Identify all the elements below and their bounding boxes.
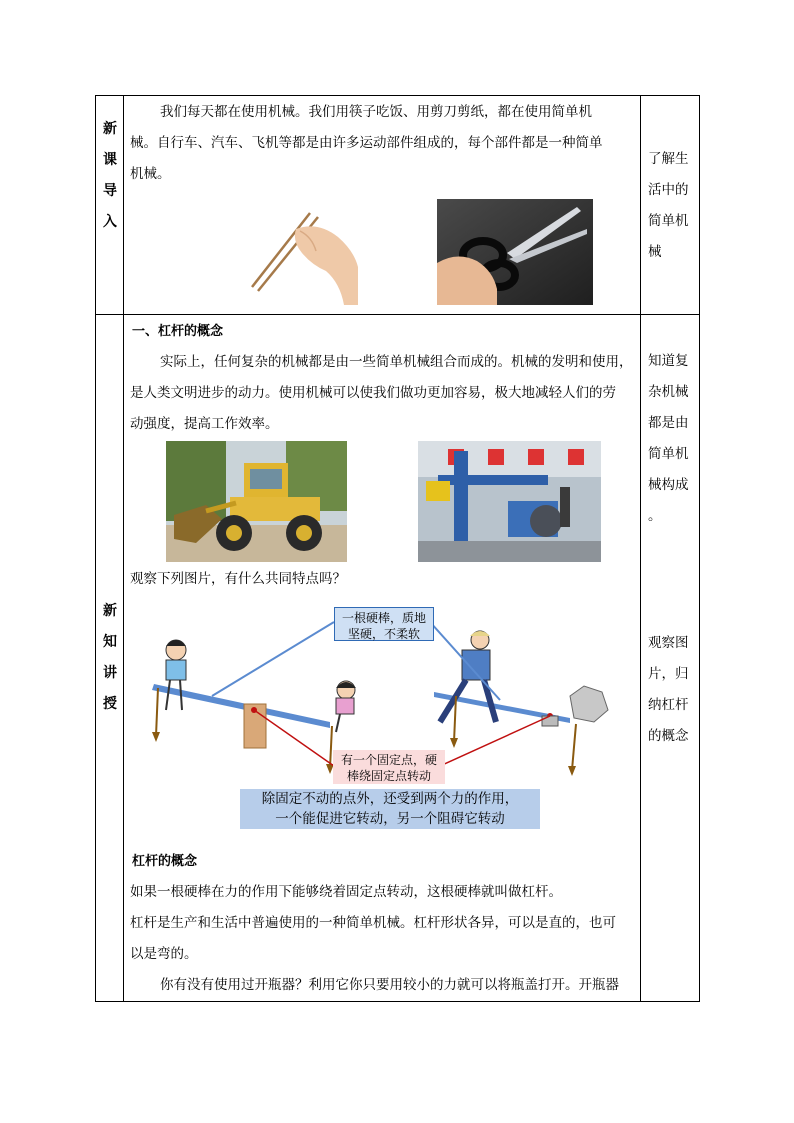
concept-description-line1: 杠杆是生产和生活中普遍使用的一种简单机械。杠杆形状各异，可以是直的，也可 [130,915,616,931]
callout-fixed-point: 有一个固定点，硬棒绕固定点转动 [333,750,445,784]
lesson-goal2-line: 纳杠杆 [648,697,689,713]
concept-description-line2: 以是弯的。 [130,946,198,962]
intro-goal-line: 了解生 [648,151,689,167]
chopsticks-photo [246,207,358,305]
lesson-goal2-line: 的概念 [648,728,689,744]
lesson-goal-2 [648,628,700,752]
intro-paragraph-line2: 械。自行车、汽车、飞机等都是由许多运动部件组成的，每个部件都是一种简单 [130,135,603,151]
intro-header-char: 课 [103,152,117,168]
lesson-goal1-line: 。 [648,508,662,524]
intro-paragraph-line3: 机械。 [130,166,171,182]
lesson-goal1-line: 简单机 [648,446,689,462]
lesson-header-char: 授 [103,696,117,712]
lesson-p1-line1: 实际上，任何复杂的机械都是由一些简单机械组合而成的。机械的发明和使用， [160,354,633,370]
intro-header-char: 入 [103,214,117,230]
lesson-header-char: 讲 [103,665,117,681]
section-title: 一、杠杆的概念 [132,324,224,339]
intro-header-char: 导 [103,183,117,199]
lesson-header-char: 知 [103,634,117,650]
lesson-goal1-line: 知道复 [648,353,689,369]
intro-goal [648,144,700,268]
table-border-top [95,95,700,96]
callout-rigid-rod: 一根硬棒，质地坚硬，不柔软 [334,607,434,641]
callout-two-forces-line1: 除固定不动的点外，还受到两个力的作用， [261,791,519,807]
lesson-header-char: 新 [103,603,117,619]
scissors-photo [437,199,593,305]
crowbar-illustration [434,631,608,726]
bottle-opener-line: 你有没有使用过开瓶器？利用它你只要用较小的力就可以将瓶盖打开。开瓶器 [160,977,619,993]
lesson-goal1-line: 杂机械 [648,384,689,400]
lesson-goal2-line: 片，归 [648,666,689,682]
intro-goal-line: 简单机 [648,213,689,229]
loader-photo [166,441,347,562]
seesaw-illustration [152,640,356,748]
intro-goal-line: 械 [648,244,662,260]
lesson-goal2-line: 观察图 [648,635,689,651]
lesson-p1-line3: 动强度，提高工作效率。 [130,416,279,432]
observe-question: 观察下列图片，有什么共同特点吗？ [130,571,346,587]
intro-goal-line: 活中的 [648,182,689,198]
callout-two-forces [240,789,540,829]
concept-title: 杠杆的概念 [132,854,198,869]
column-divider-2 [640,95,641,1002]
lesson-p1-line2: 是人类文明进步的动力。使用机械可以使我们做功更加容易，极大地减轻人们的劳 [130,385,616,401]
concept-definition: 如果一根硬棒在力的作用下能够绕着固定点转动，这根硬棒就叫做杠杆。 [130,884,562,900]
lesson-header [96,596,124,720]
intro-header-char: 新 [103,121,117,137]
callout-two-forces-line2: 一个能促进它转动，另一个阻碍它转动 [275,811,505,827]
row-divider [95,314,700,315]
intro-header [96,114,124,238]
table-border-bottom [95,1001,700,1002]
lesson-goal-1 [648,346,700,532]
intro-paragraph-line1: 我们每天都在使用机械。我们用筷子吃饭、用剪刀剪纸，都在使用简单机 [160,104,592,120]
welding-machine-photo [418,441,601,562]
lesson-goal1-line: 械构成 [648,477,689,493]
lesson-goal1-line: 都是由 [648,415,689,431]
